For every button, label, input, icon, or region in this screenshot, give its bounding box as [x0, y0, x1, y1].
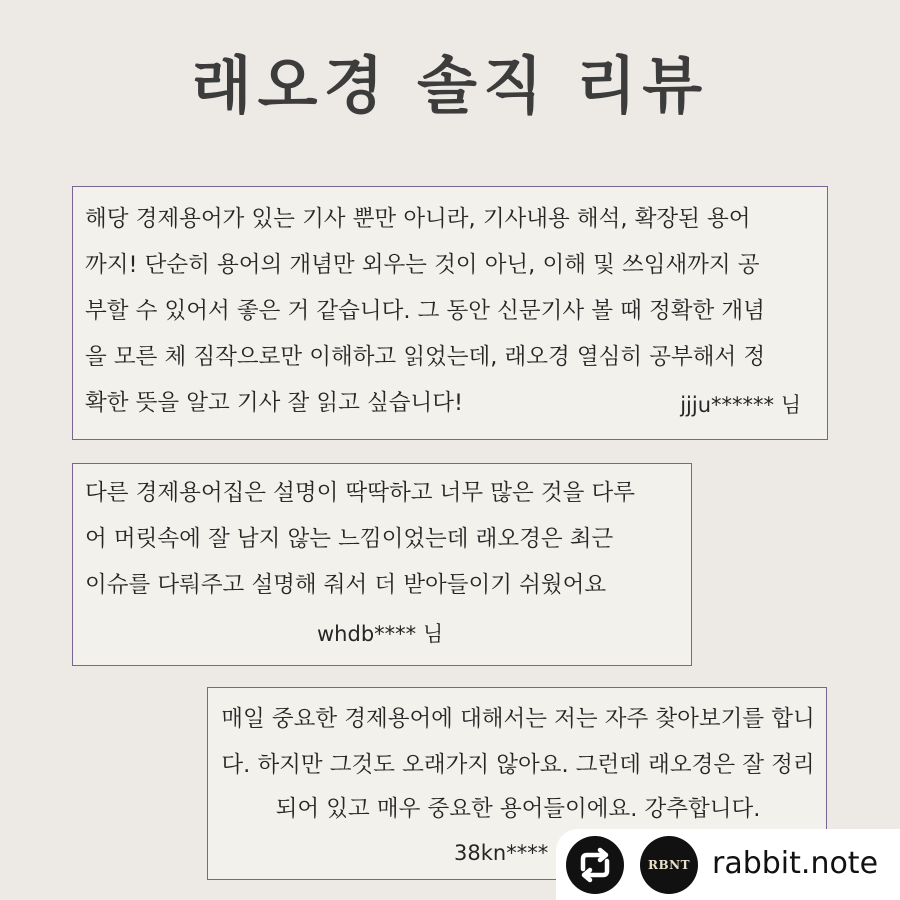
review-text-line: 어 머릿속에 잘 남지 않는 느낌이었는데 래오경은 최근: [85, 526, 614, 552]
review-text-line: 다. 하지만 그것도 오래가지 않아요. 그런데 래오경은 잘 정리: [221, 752, 815, 778]
review-text-line: 확한 뜻을 알고 기사 잘 읽고 싶습니다!: [85, 390, 463, 416]
repost-icon[interactable]: [566, 836, 624, 894]
review-text-line: 까지! 단순히 용어의 개념만 외우는 것이 아닌, 이해 및 쓰임새까지 공: [85, 252, 760, 278]
avatar[interactable]: RBNT: [640, 836, 698, 894]
review-text-line: 매일 중요한 경제용어에 대해서는 저는 자주 찾아보기를 합니: [221, 706, 815, 732]
repost-badge[interactable]: [556, 829, 900, 900]
review-author: jjju****** 님: [680, 393, 801, 417]
review-text-line: 부할 수 있어서 좋은 거 같습니다. 그 동안 신문기사 볼 때 정확한 개념: [85, 298, 765, 324]
review-text-line: 해당 경제용어가 있는 기사 뿐만 아니라, 기사내용 해석, 확장된 용어: [85, 206, 751, 232]
review-card-2: [72, 463, 692, 666]
review-text-line: 다른 경제용어집은 설명이 딱딱하고 너무 많은 것을 다루: [85, 480, 635, 506]
review-text-line: 을 모른 체 짐작으로만 이해하고 읽었는데, 래오경 열심히 공부해서 정: [85, 344, 766, 370]
review-card-1: [72, 186, 828, 440]
review-text-line: 되어 있고 매우 중요한 용어들이에요. 강추합니다.: [275, 796, 761, 822]
review-author: 38kn****: [454, 841, 549, 865]
account-handle[interactable]: rabbit.note: [712, 846, 879, 881]
page-title: 래오경 솔직 리뷰: [191, 49, 709, 122]
review-text-line: 이슈를 다뤄주고 설명해 줘서 더 받아들이기 쉬웠어요: [85, 572, 607, 598]
review-author: whdb**** 님: [317, 622, 444, 646]
